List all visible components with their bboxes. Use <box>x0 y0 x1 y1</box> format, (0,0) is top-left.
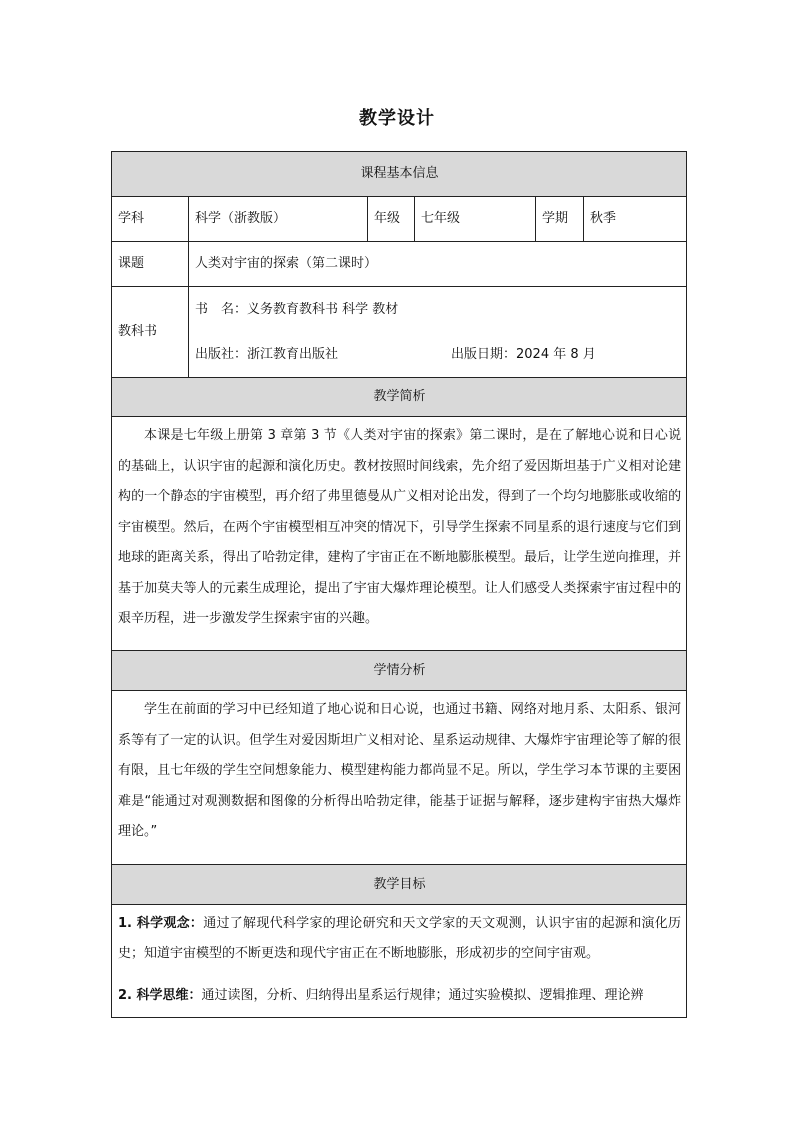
book-name: 书 名：义务教育教科书 科学 教材 <box>195 301 399 317</box>
topic-label: 课题 <box>112 242 189 287</box>
section-header-goals: 教学目标 <box>112 865 688 905</box>
goal-item <box>118 909 681 969</box>
lesson-plan-table <box>111 151 687 1018</box>
goal-item <box>118 981 681 1011</box>
grade-label: 年级 <box>368 197 415 242</box>
learner-cell <box>112 691 688 865</box>
publication-row <box>195 332 681 377</box>
goal-text: 通过读图，分析、归纳得出星系运行规律；通过实验模拟、逻辑推理、理论辨 <box>201 988 644 1003</box>
textbook-info <box>189 287 688 378</box>
document-title: 教学设计 <box>359 108 435 129</box>
grade-value: 七年级 <box>415 197 536 242</box>
section-header-basic-info: 课程基本信息 <box>112 152 688 197</box>
textbook-label: 教科书 <box>112 287 189 378</box>
goal-label: 1. 科学观念： <box>118 916 204 931</box>
info-table <box>111 151 687 1018</box>
publisher: 出版社：浙江教育出版社 <box>195 346 339 362</box>
subject-label: 学科 <box>112 197 189 242</box>
topic-value: 人类对宇宙的探索（第二课时） <box>189 242 688 287</box>
goals-cell <box>112 905 688 1019</box>
section-header-analysis: 教学简析 <box>112 378 688 417</box>
analysis-cell <box>112 417 688 651</box>
publish-date: 出版日期：2024 年 8 月 <box>451 346 596 362</box>
learner-text: 学生在前面的学习中已经知道了地心说和日心说，也通过书籍、网络对地月系、太阳系、银河系等有了一定的认识。但学生对爱因斯坦广义相对论、星系运动规律、大爆炸宇宙理论等了解的很有限，且七年级的学生空间想象能力、模型建构能力都尚显不足。所以，学生学习本节课的主要困难是“能通过对观测数据和图像的分析得出哈勃定律，能基于证据与解释，逐步建构宇宙热大爆炸理论。” <box>118 702 682 839</box>
goal-label: 2. 科学思维： <box>118 988 202 1003</box>
goal-text: 通过了解现代科学家的理论研究和天文学家的天文观测，认识宇宙的起源和演化历史；知道宇宙模型的不断更迭和现代宇宙正在不断地膨胀，形成初步的空间宇宙观。 <box>118 916 682 961</box>
term-label: 学期 <box>536 197 584 242</box>
subject-value: 科学（浙教版） <box>189 197 368 242</box>
analysis-text: 本课是七年级上册第 3 章第 3 节《人类对宇宙的探索》第二课时，是在了解地心说和日心说的基础上，认识宇宙的起源和演化历史。教材按照时间线索，先介绍了爱因斯坦基于广义相对论建构的一个静态的宇宙模型，再介绍了弗里德曼从广义相对论出发，得到了一个均匀地膨胀或收缩的宇宙模型。然后，在两个宇宙模型相互冲突的情况下，引导学生探索不同星系的退行速度与它们到地球的距离关系，得出了哈勃定律，建构了宇宙正在不断地膨胀模型。最后，让学生逆向推理，并基于加莫夫等人的元素生成理论，提出了宇宙大爆炸理论模型。让人们感受人类探索宇宙过程中的艰辛历程，进一步激发学生探索宇宙的兴趣。 <box>118 428 682 626</box>
term-value: 秋季 <box>584 197 688 242</box>
section-header-learner: 学情分析 <box>112 651 688 691</box>
